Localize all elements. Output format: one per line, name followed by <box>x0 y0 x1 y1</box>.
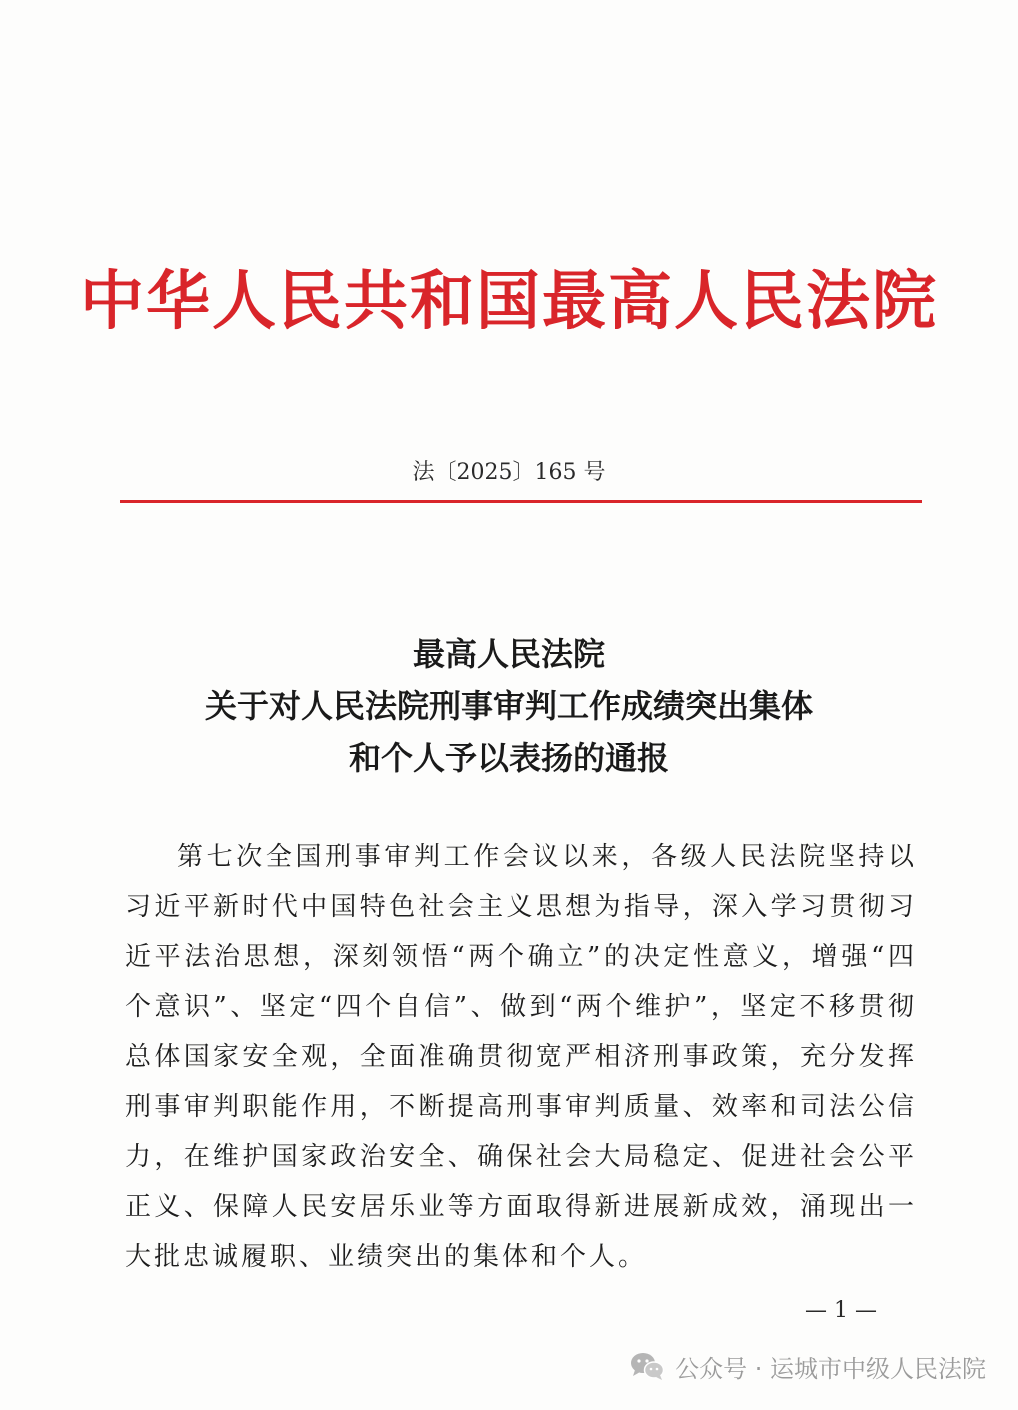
page-number: — 1 — <box>805 1298 877 1323</box>
title-line-3: 和个人予以表扬的通报 <box>348 739 669 777</box>
document-number: 法〔2025〕165 号 <box>412 460 606 485</box>
red-divider-line <box>120 500 922 503</box>
issuer-header: 中华人民共和国最高人民法院 <box>80 264 938 339</box>
title-line-2: 关于对人民法院刑事审判工作成绩突出集体 <box>204 687 813 725</box>
wechat-icon <box>629 1351 665 1381</box>
document-title <box>0 628 1018 784</box>
watermark-text: 公众号 · 运城市中级人民法院 <box>675 1354 986 1383</box>
body-paragraph: 第七次全国刑事审判工作会议以来，各级人民法院坚持以习近平新时代中国特色社会主义思想为指导，深入学习贯彻习近平法治思想，深刻领悟“两个确立”的决定性意义，增强“四个意识”、坚定“四个自信”、做到“两个维护”，坚定不移贯彻总体国家安全观，全面准确贯彻宽严相济刑事政策，充分发挥刑事审判职能作用，不断提高刑事审判质量、效率和司法公信力，在维护国家政治安全、确保社会大局稳定、促进社会公平正义、保障人民安居乐业等方面取得新进展新成效，涌现出一大批忠诚履职、业绩突出的集体和个人。 <box>125 842 917 1272</box>
title-line-1: 最高人民法院 <box>412 635 605 673</box>
wechat-watermark <box>629 1346 986 1386</box>
